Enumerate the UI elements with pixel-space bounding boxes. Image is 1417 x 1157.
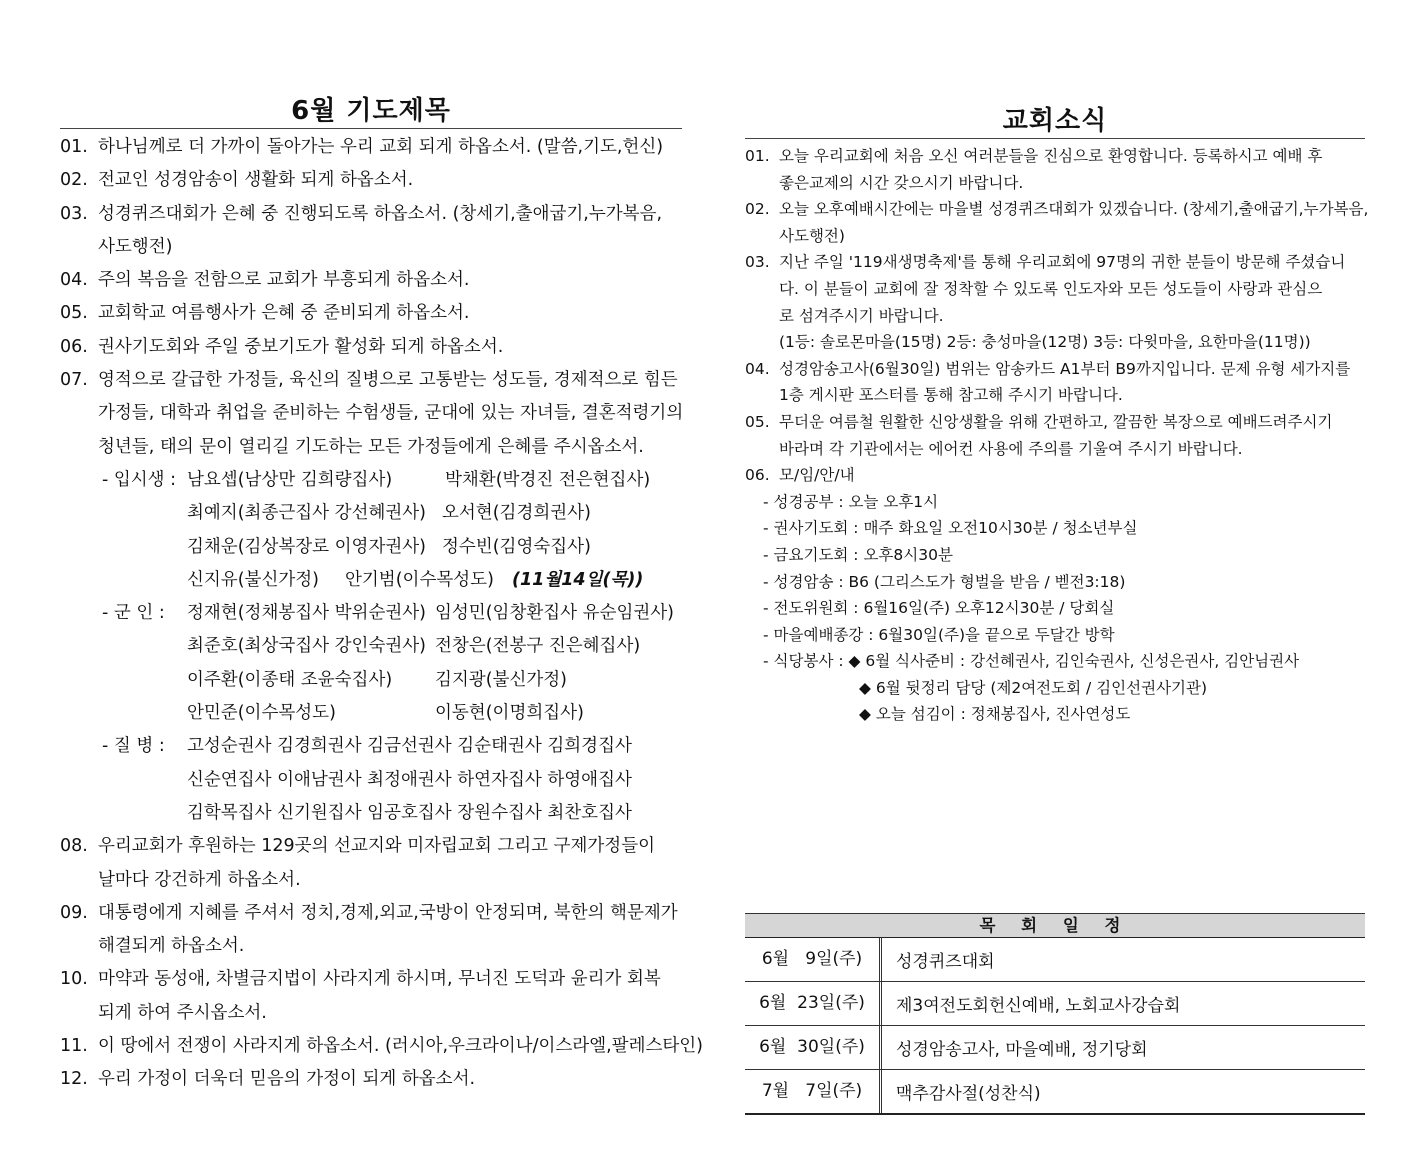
exam-row <box>60 464 682 497</box>
item-number: 09. <box>60 902 88 923</box>
prayer-item <box>60 397 682 430</box>
prayer-item <box>60 131 682 164</box>
schedule-row <box>745 982 1365 1026</box>
prayer-item <box>60 864 682 897</box>
exam-row <box>60 531 682 564</box>
schedule-row <box>745 1070 1365 1115</box>
item-text: 청년들, 태의 문이 열리길 기도하는 모든 가정들에게 은혜를 주시옵소서. <box>98 436 644 457</box>
prayer-title: 6월 기도제목 <box>291 96 451 126</box>
item-number: 03. <box>745 253 770 272</box>
item-number: 03. <box>60 203 88 224</box>
item-text: 사도행전) <box>98 236 173 257</box>
name-entry: 신순연집사 이애남권사 최정애권사 하연자집사 하영애집사 <box>187 769 632 790</box>
prayer-item <box>60 997 682 1030</box>
sick-label: - 질 병 : <box>102 736 165 757</box>
name-entry: 최예지(최종근집사 강선혜권사) <box>187 503 426 524</box>
schedule-header: 목 회 일 정 <box>745 913 1365 938</box>
item-text: 해결되게 하옵소서. <box>98 936 245 957</box>
item-number: 11. <box>60 1036 88 1057</box>
name-entry: 임성민(임창환집사 유순임권사) <box>435 603 674 624</box>
item-number: 05. <box>60 303 88 324</box>
army-row <box>60 630 682 663</box>
item-number: 04. <box>60 270 88 291</box>
item-number: 04. <box>745 359 770 378</box>
schedule-date: 6월 23일(주) <box>745 982 882 1025</box>
news-item <box>745 382 1365 409</box>
item-text: 대통령에게 지혜를 주셔서 정치,경제,외교,국방이 안정되며, 북한의 핵문제가 <box>98 902 678 923</box>
schedule-row <box>745 1026 1365 1070</box>
item-text: 바라며 각 기관에서는 에어컨 사용에 주의를 기울여 주시기 바랍니다. <box>779 439 1243 458</box>
news-item <box>745 329 1365 356</box>
prayer-item <box>60 331 682 364</box>
news-item <box>745 356 1365 383</box>
schedule-event: 성경암송고사, 마을예배, 정기당회 <box>896 1040 1148 1060</box>
item-text: 되게 하여 주시옵소서. <box>98 1002 267 1023</box>
exam-label: - 입시생 : <box>102 469 177 490</box>
item-text: 하나님께로 더 가까이 돌아가는 우리 교회 되게 하옵소서. (말씀,기도,헌신) <box>98 137 664 157</box>
schedule-row <box>745 938 1365 982</box>
schedule-date: 6월 30일(주) <box>745 1026 882 1069</box>
item-text: 로 섬겨주시기 바랍니다. <box>779 306 944 325</box>
name-entry: 이주환(이종태 조윤숙집사) <box>187 669 393 690</box>
name-entry: 신지유(불신가정) <box>187 569 319 590</box>
ministry-schedule-table <box>745 913 1365 1115</box>
prayer-item <box>60 297 682 330</box>
sick-row <box>60 764 682 797</box>
army-label: - 군 인 : <box>102 603 165 624</box>
news-item <box>745 409 1365 436</box>
item-text: 가정들, 대학과 취업을 준비하는 수험생들, 군대에 있는 자녀들, 결혼적령기의 <box>98 403 684 424</box>
news-item <box>745 303 1365 330</box>
schedule-event: 성경퀴즈대회 <box>896 952 995 972</box>
date-note: (11월14일(목)) <box>512 569 644 590</box>
army-row <box>60 697 682 730</box>
meeting-sub-text: ◆ 6월 뒷정리 담당 (제2여전도회 / 김인선권사기관) <box>859 678 1208 697</box>
sick-row <box>60 797 682 830</box>
name-entry: 남요셉(남상만 김희량집사) <box>187 469 393 490</box>
prayer-topics-section <box>60 90 704 1097</box>
news-title-rule <box>745 138 1365 139</box>
prayer-item <box>60 930 682 963</box>
meeting-item: - 권사기도회 : 매주 화요일 오전10시30분 / 청소년부실 <box>763 519 1138 538</box>
meeting-sub-text: ◆ 오늘 섬김이 : 정채봉집사, 진사연성도 <box>859 705 1131 724</box>
meeting-item-cont <box>745 701 1365 728</box>
name-entry: 최준호(최상국집사 강인숙권사) <box>187 636 426 657</box>
schedule-event: 제3여전도회헌신예배, 노회교사강습회 <box>896 996 1181 1016</box>
item-number: 06. <box>60 336 88 357</box>
prayer-title-rule <box>60 128 682 129</box>
item-text: 성경퀴즈대회가 은혜 중 진행되도록 하옵소서. (창세기,출애굽기,누가복음, <box>98 203 663 224</box>
sick-row <box>60 730 682 763</box>
news-item <box>745 249 1365 276</box>
item-text: 마약과 동성애, 차별금지법이 사라지게 하시며, 무너진 도덕과 윤리가 회복 <box>98 969 661 990</box>
item-text: 영적으로 갈급한 가정들, 육신의 질병으로 고통받는 성도들, 경제적으로 힘든 <box>98 370 678 391</box>
item-number: 01. <box>60 137 88 157</box>
name-entry: 이동현(이명희집사) <box>435 703 584 724</box>
prayer-list <box>60 131 704 1097</box>
schedule-event: 맥추감사절(성찬식) <box>896 1084 1041 1104</box>
news-item <box>745 462 1365 489</box>
army-row <box>60 664 682 697</box>
prayer-item <box>60 1063 682 1096</box>
name-entry: 안기범(이수목성도) <box>345 569 494 590</box>
news-item <box>745 170 1365 197</box>
name-entry: 김채운(김상복장로 이영자권사) <box>187 536 426 557</box>
name-entry: 오서현(김경희권사) <box>442 503 591 524</box>
meeting-item: - 성경공부 : 오늘 오후1시 <box>763 492 939 511</box>
exam-row <box>60 564 682 597</box>
meeting-item: - 식당봉사 : ◆ 6월 식사준비 : 강선혜권사, 김인숙권사, 신성은권사, 김안님권사 <box>763 652 1300 671</box>
item-text: 지난 주일 '119새생명축제'를 통해 우리교회에 97명의 귀한 분들이 방문해 주셨습니 <box>779 253 1346 272</box>
name-entry: 박채환(박경진 전은현집사) <box>445 469 651 490</box>
news-item <box>745 276 1365 303</box>
name-entry: 안민준(이수목성도) <box>187 703 336 724</box>
meeting-item: - 금요기도회 : 오후8시30분 <box>763 545 953 564</box>
prayer-item <box>60 164 682 197</box>
item-text: 오늘 오후예배시간에는 마을별 성경퀴즈대회가 있겠습니다. (창세기,출애굽기,누가복음, <box>779 200 1369 219</box>
item-text: 사도행전) <box>779 226 845 245</box>
item-text: 우리교회가 후원하는 129곳의 선교지와 미자립교회 그리고 구제가정들이 <box>98 836 656 857</box>
item-text: 우리 가정이 더욱더 믿음의 가정이 되게 하옵소서. <box>98 1069 476 1090</box>
prayer-item <box>60 231 682 264</box>
item-text: 오늘 우리교회에 처음 오신 여러분들을 진심으로 환영합니다. 등록하시고 예배 후 <box>779 147 1323 165</box>
name-entry: 전창은(전봉구 진은혜집사) <box>435 636 641 657</box>
exam-row <box>60 497 682 530</box>
name-entry: 정재현(정채봉집사 박위순권사) <box>187 603 426 624</box>
church-news-section <box>745 100 1369 728</box>
item-text: 전교인 성경암송이 생활화 되게 하옵소서. <box>98 170 414 191</box>
prayer-item <box>60 963 682 996</box>
item-number: 02. <box>745 200 770 219</box>
news-item <box>745 436 1365 463</box>
news-list <box>745 143 1369 728</box>
meeting-item: - 마을예배종강 : 6월30일(주)을 끝으로 두달간 방학 <box>763 625 1115 644</box>
name-entry: 김학목집사 신기원집사 임공호집사 장원수집사 최찬호집사 <box>187 802 632 823</box>
item-text: (1등: 솔로몬마을(15명) 2등: 충성마을(12명) 3등: 다윗마을, 요한마을(11명)) <box>779 333 1311 352</box>
item-number: 05. <box>745 412 770 431</box>
news-item <box>745 223 1365 250</box>
schedule-date: 6월 9일(주) <box>745 938 882 981</box>
item-text: 주의 복음을 전함으로 교회가 부흥되게 하옵소서. <box>98 270 470 291</box>
item-number: 02. <box>60 170 88 191</box>
item-text: 좋은교제의 시간 갖으시기 바랍니다. <box>779 173 1024 192</box>
name-entry: 정수빈(김영숙집사) <box>442 536 591 557</box>
item-number: 07. <box>60 370 88 391</box>
prayer-item <box>60 364 682 397</box>
item-number: 01. <box>745 147 770 165</box>
news-item <box>745 143 1365 170</box>
meeting-item: - 성경암송 : B6 (그리스도가 형벌을 받음 / 벧전3:18) <box>763 572 1126 591</box>
news-title: 교회소식 <box>1002 106 1108 136</box>
item-text: 모/임/안/내 <box>779 466 855 485</box>
army-row <box>60 597 682 630</box>
name-entry: 고성순권사 김경희권사 김금선권사 김순태권사 김희경집사 <box>187 736 632 757</box>
item-text: 1층 게시판 포스터를 통해 참고해 주시기 바랍니다. <box>779 386 1123 405</box>
meeting-item-cont <box>745 675 1365 702</box>
meeting-item: - 전도위원회 : 6월16일(주) 오후12시30분 / 당회실 <box>763 599 1115 618</box>
item-text: 교회학교 여름행사가 은혜 중 준비되게 하옵소서. <box>98 303 470 324</box>
item-number: 10. <box>60 969 88 990</box>
prayer-item <box>60 897 682 930</box>
item-text: 성경암송고사(6월30일) 범위는 암송카드 A1부터 B9까지입니다. 문제 유형 세가지를 <box>779 359 1351 378</box>
item-text: 날마다 강건하게 하옵소서. <box>98 869 301 890</box>
item-number: 12. <box>60 1069 88 1090</box>
item-text: 권사기도회와 주일 중보기도가 활성화 되게 하옵소서. <box>98 336 504 357</box>
prayer-item <box>60 431 682 464</box>
item-text: 이 땅에서 전쟁이 사라지게 하옵소서. (러시아,우크라이나/이스라엘,팔레스타인) <box>98 1036 704 1057</box>
item-text: 다. 이 분들이 교회에 잘 정착할 수 있도록 인도자와 모든 성도들이 사랑과 관심으 <box>779 279 1323 298</box>
prayer-item <box>60 198 682 231</box>
item-number: 06. <box>745 466 770 485</box>
item-number: 08. <box>60 836 88 857</box>
prayer-item <box>60 264 682 297</box>
news-item <box>745 196 1369 223</box>
name-entry: 김지광(불신가정) <box>435 669 567 690</box>
schedule-date: 7월 7일(주) <box>745 1070 882 1113</box>
prayer-item <box>60 830 682 863</box>
prayer-item <box>60 1030 704 1063</box>
item-text: 무더운 여름철 원활한 신앙생활을 위해 간편하고, 깔끔한 복장으로 예배드려주시기 <box>779 412 1333 431</box>
